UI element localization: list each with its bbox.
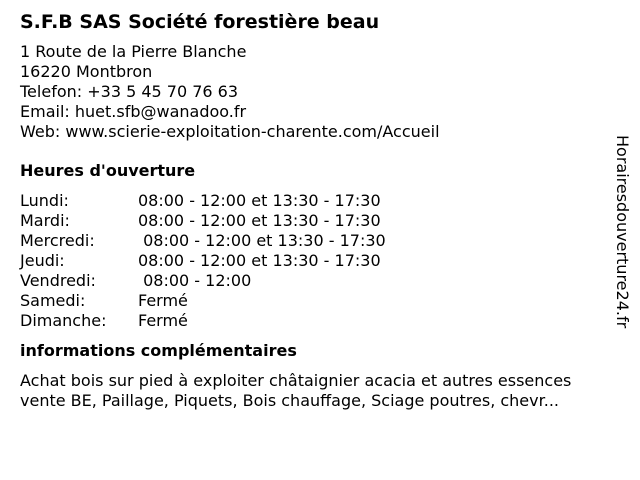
phone-text: Telefon: +33 5 45 70 76 63 bbox=[20, 82, 239, 101]
time-value: 08:00 - 12:00 et 13:30 - 17:30 bbox=[138, 251, 381, 270]
opening-hours-heading: Heures d'ouverture bbox=[20, 161, 196, 180]
street-address: 1 Route de la Pierre Blanche bbox=[20, 42, 247, 61]
email-text: Email: huet.sfb@wanadoo.fr bbox=[20, 102, 247, 121]
opening-hours-table bbox=[20, 191, 620, 331]
hours-row-mardi bbox=[20, 211, 620, 231]
hours-row-lundi bbox=[20, 191, 620, 211]
hours-row-dimanche bbox=[20, 311, 620, 331]
additional-info-heading: informations complémentaires bbox=[20, 341, 297, 360]
day-label: Dimanche: bbox=[20, 311, 107, 330]
time-value: Fermé bbox=[138, 311, 188, 330]
business-card bbox=[20, 9, 620, 411]
hours-row-mercredi bbox=[20, 231, 620, 251]
additional-info-text bbox=[20, 371, 620, 411]
postal-city: 16220 Montbron bbox=[20, 62, 153, 81]
hours-row-samedi bbox=[20, 291, 620, 311]
info-line: vente BE, Paillage, Piquets, Bois chauffage, Sciage poutres, chevr... bbox=[20, 391, 559, 410]
info-line: Achat bois sur pied à exploiter châtaignier acacia et autres essences bbox=[20, 371, 572, 390]
time-value: 08:00 - 12:00 et 13:30 - 17:30 bbox=[138, 191, 381, 210]
day-label: Vendredi: bbox=[20, 271, 96, 290]
site-watermark: Horairesdouverture24.fr bbox=[613, 135, 632, 329]
day-label: Samedi: bbox=[20, 291, 86, 310]
hours-row-vendredi bbox=[20, 271, 620, 291]
day-label: Lundi: bbox=[20, 191, 69, 210]
business-name: S.F.B SAS Société forestière beau bbox=[20, 11, 380, 33]
address-block bbox=[20, 42, 620, 142]
day-label: Mardi: bbox=[20, 211, 70, 230]
day-label: Mercredi: bbox=[20, 231, 95, 250]
hours-row-jeudi bbox=[20, 251, 620, 271]
time-value: 08:00 - 12:00 et 13:30 - 17:30 bbox=[138, 231, 386, 250]
time-value: 08:00 - 12:00 et 13:30 - 17:30 bbox=[138, 211, 381, 230]
time-value: Fermé bbox=[138, 291, 188, 310]
day-label: Jeudi: bbox=[20, 251, 65, 270]
website-text: Web: www.scierie-exploitation-charente.com/Accueil bbox=[20, 122, 440, 141]
time-value: 08:00 - 12:00 bbox=[138, 271, 252, 290]
